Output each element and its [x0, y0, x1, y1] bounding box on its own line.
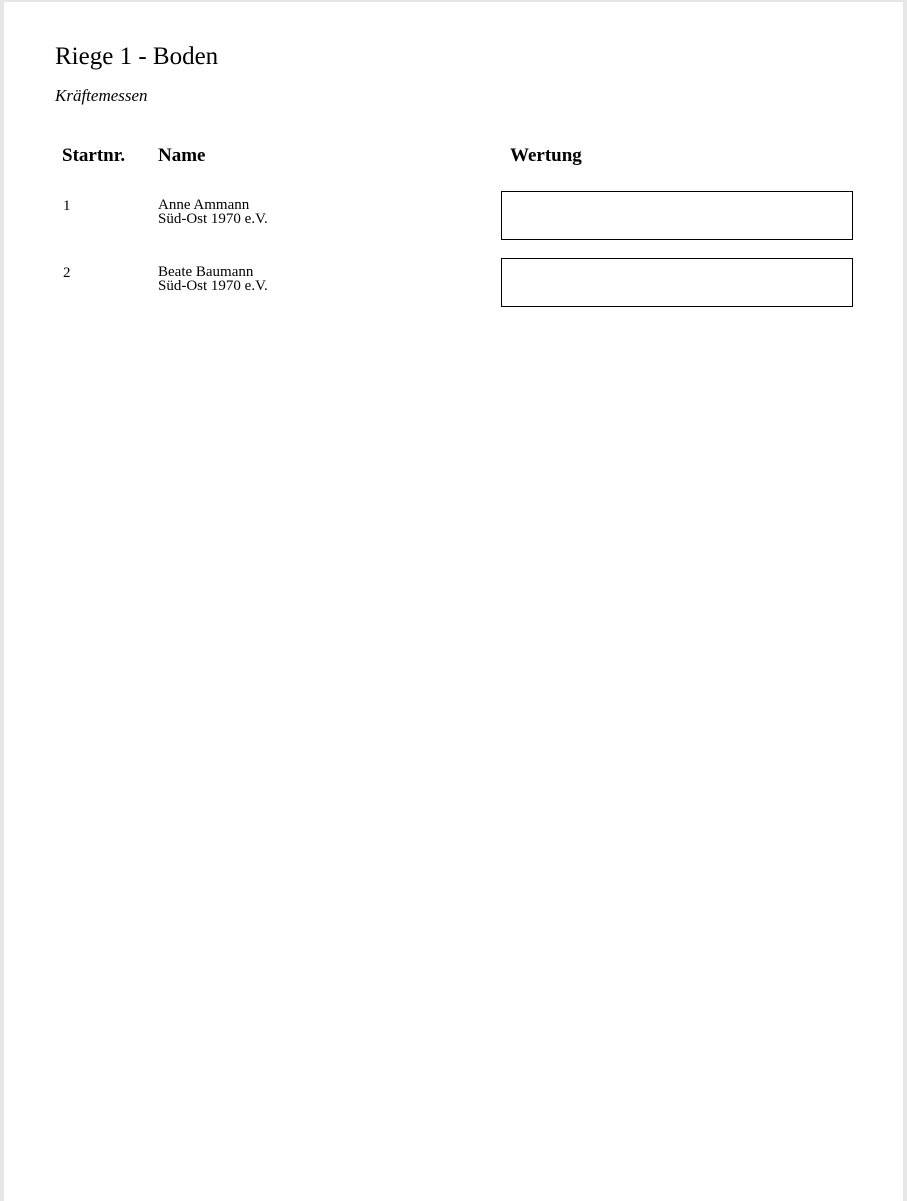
column-header-name: Name [158, 145, 206, 166]
score-input[interactable] [501, 191, 853, 240]
score-input[interactable] [501, 258, 853, 307]
table-row [4, 191, 903, 241]
page-subtitle: Kräftemessen [55, 86, 148, 105]
startnr-cell: 2 [63, 265, 71, 281]
page-title: Riege 1 - Boden [55, 43, 219, 70]
startnr-cell: 1 [63, 198, 71, 214]
athlete-club: Süd-Ost 1970 e.V. [158, 211, 268, 227]
column-header-startnr: Startnr. [62, 145, 126, 166]
athlete-name: Anne Ammann [158, 197, 250, 213]
table-row [4, 258, 903, 308]
athlete-name: Beate Baumann [158, 264, 254, 280]
athlete-club: Süd-Ost 1970 e.V. [158, 278, 268, 294]
document-page [4, 2, 903, 1201]
column-header-wertung: Wertung [510, 145, 582, 166]
